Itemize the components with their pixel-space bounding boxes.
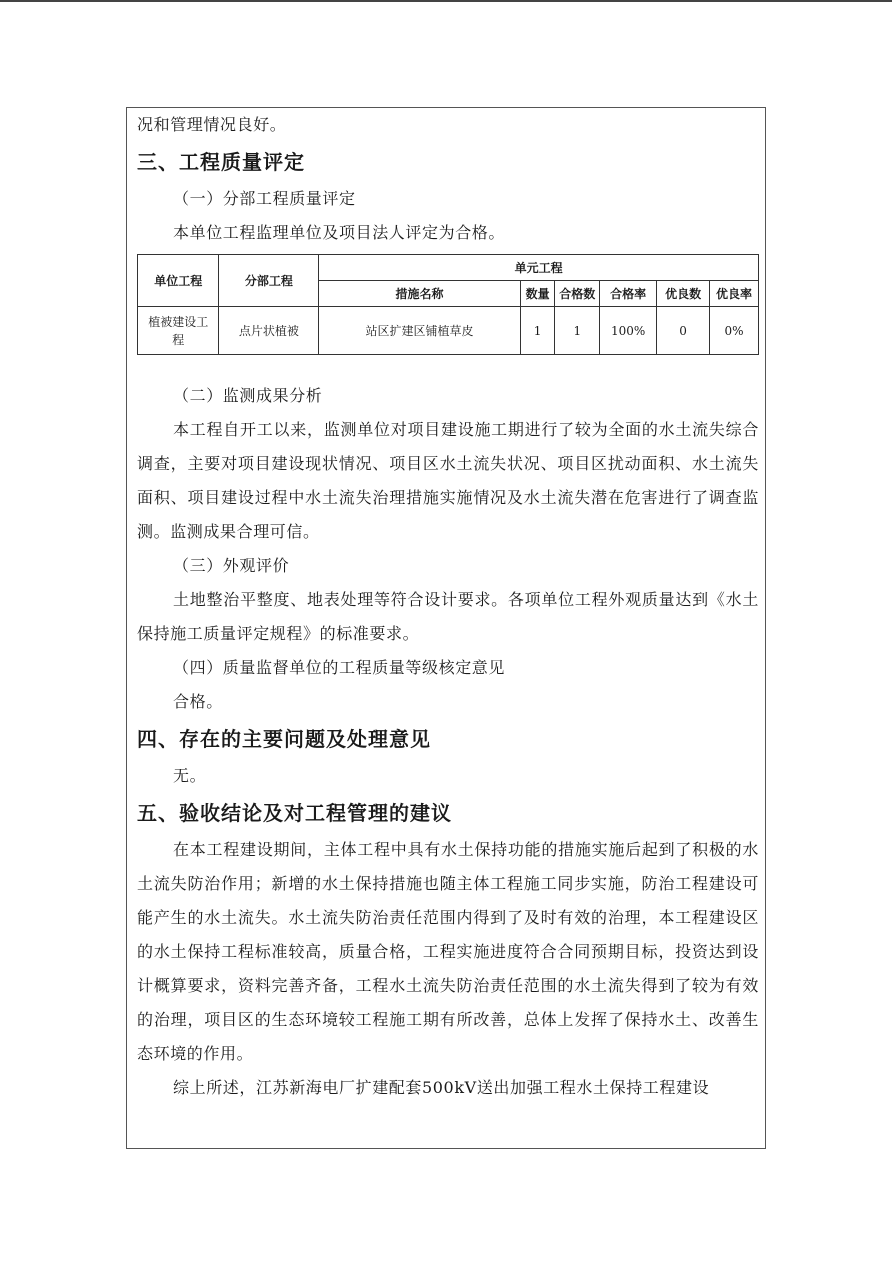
cell-excellent: 0 (657, 307, 710, 355)
header-excellent-count: 优良数 (657, 281, 710, 307)
quality-table (137, 254, 759, 355)
cell-qualified: 1 (555, 307, 600, 355)
header-excellent-rate: 优良率 (710, 281, 759, 307)
continuation-text: 况和管理情况良好。 (137, 115, 287, 134)
section-5-paragraph-1: 在本工程建设期间，主体工程中具有水土保持功能的措施实施后起到了积极的水土流失防治作用；新增的水土保持措施也随主体工程施工同步实施，防治工程建设可能产生的水土流失。水土流失防治责任范围内得到了及时有效的治理，本工程建设区的水土保持工程标准较高，质量合格，工程实施进度符合合同预期目标，投资达到设计概算要求，资料完善齐备，工程水土流失防治责任范围的水土流失得到了较为有效的治理，项目区的生态环境较工程施工期有所改善，总体上发挥了保持水土、改善生态环境的作用。 (137, 840, 759, 1063)
cell-part: 点片状植被 (219, 307, 319, 355)
section-5-heading: 五、验收结论及对工程管理的建议 (137, 801, 452, 825)
section-3-heading: 三、工程质量评定 (137, 150, 305, 174)
header-element-project: 单元工程 (319, 255, 759, 281)
subsection-2-title: （二）监测成果分析 (173, 386, 323, 405)
cell-count: 1 (520, 307, 555, 355)
subsection-4-title: （四）质量监督单位的工程质量等级核定意见 (173, 658, 506, 677)
header-count: 数量 (520, 281, 555, 307)
subsection-1-text: 本单位工程监理单位及项目法人评定为合格。 (173, 223, 506, 242)
cell-excellent-rate: 0% (710, 307, 759, 355)
header-qualified-count: 合格数 (555, 281, 600, 307)
header-unit-project: 单位工程 (138, 255, 219, 307)
section-4-heading: 四、存在的主要问题及处理意见 (137, 727, 431, 751)
subsection-4-text: 合格。 (173, 692, 223, 711)
page-top-rule (0, 0, 892, 2)
subsection-3-text: 土地整治平整度、地表处理等符合设计要求。各项单位工程外观质量达到《水土保持施工质量评定规程》的标准要求。 (137, 590, 759, 643)
header-qualified-rate: 合格率 (600, 281, 657, 307)
document-frame (126, 107, 766, 1149)
section-5-paragraph-2: 综上所述，江苏新海电厂扩建配套500kV送出加强工程水土保持工程建设 (173, 1078, 710, 1097)
section-4-text: 无。 (173, 766, 207, 785)
table-row (138, 307, 759, 355)
header-part-project: 分部工程 (219, 255, 319, 307)
subsection-3-title: （三）外观评价 (173, 556, 290, 575)
header-measure-name: 措施名称 (319, 281, 521, 307)
cell-unit: 植被建设工程 (138, 307, 219, 355)
subsection-2-text: 本工程自开工以来，监测单位对项目建设施工期进行了较为全面的水土流失综合调查，主要对项目建设现状情况、项目区水土流失状况、项目区扰动面积、水土流失面积、项目建设过程中水土流失治理措施实施情况及水土流失潜在危害进行了调查监测。监测成果合理可信。 (137, 420, 759, 541)
cell-qualified-rate: 100% (600, 307, 657, 355)
document-content (137, 108, 759, 1105)
cell-measure: 站区扩建区铺植草皮 (319, 307, 521, 355)
subsection-1-title: （一）分部工程质量评定 (173, 189, 356, 208)
